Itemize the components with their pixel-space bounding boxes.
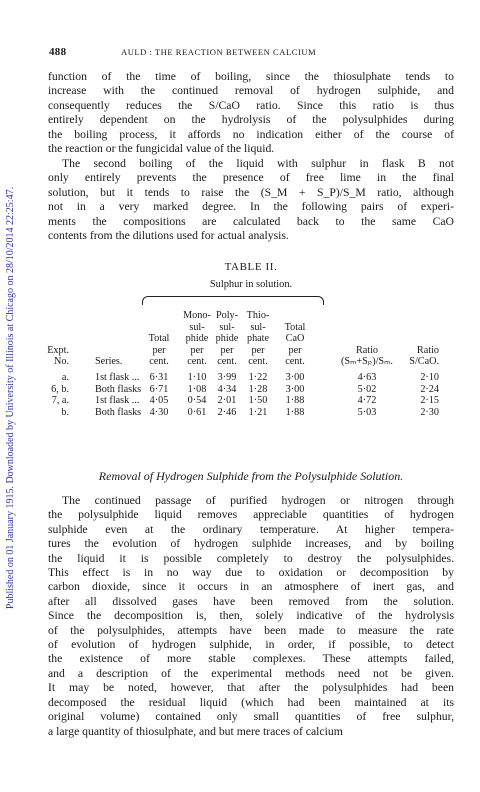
table-header-row bbox=[47, 310, 459, 322]
table-cell: 1st flask ... bbox=[95, 395, 140, 407]
text-line: and a description of the experimental methods need not be given. bbox=[48, 666, 454, 680]
table-cell: sul- bbox=[250, 321, 266, 333]
text-line: the reaction or the fungicidal value of the liquid. bbox=[48, 142, 275, 156]
table-cell: 1st flask ... bbox=[95, 372, 140, 383]
table-cell: 6·31 bbox=[149, 372, 169, 383]
table-cell: per bbox=[251, 344, 265, 356]
table-cell: Ratio bbox=[355, 344, 379, 356]
table-cell: 4·30 bbox=[149, 406, 169, 418]
table-title: TABLE II. bbox=[224, 261, 278, 273]
table-cell: 2·01 bbox=[217, 395, 237, 407]
table-cell: Total bbox=[148, 333, 170, 345]
table-cell: Series. bbox=[95, 356, 123, 368]
table-cell: 0·54 bbox=[187, 395, 207, 407]
section-title: Removal of Hydrogen Sulphide from the Polysulphide Solution. bbox=[98, 469, 404, 483]
paragraph-2 bbox=[48, 157, 454, 243]
table-cell: 3·00 bbox=[285, 372, 305, 383]
table-cell: 4·72 bbox=[357, 395, 377, 407]
table-cell: per bbox=[220, 344, 234, 356]
table-header-row bbox=[47, 322, 459, 334]
table-cell: 3·99 bbox=[217, 372, 237, 383]
table-cell: Total bbox=[284, 321, 306, 333]
table-cell: 1·88 bbox=[285, 406, 305, 418]
text-line: decomposed the residual liquid (which had been maintained at its bbox=[48, 695, 454, 709]
table-cell: 4·34 bbox=[217, 383, 237, 395]
text-line: carbon dioxide, since it occurs in an atmosphere of inert gas, and bbox=[48, 580, 454, 594]
page-number: 488 bbox=[49, 46, 67, 58]
table-cell: 1·21 bbox=[248, 406, 268, 418]
table-cell: (Sₘ+Sₚ)/Sₘ. bbox=[341, 356, 393, 368]
text-line: This effect is in no way due to oxidation or decomposition by bbox=[48, 566, 454, 580]
text-line: contents from the dilutions used for actual analysis. bbox=[48, 229, 289, 243]
table-cell: 2·30 bbox=[420, 406, 439, 418]
running-title: AULD : THE REACTION BETWEEN CALCIUM bbox=[121, 47, 317, 57]
text-line: original volume) contained only small quantities of free sulphur, bbox=[48, 710, 454, 724]
text-line: not in a very marked degree. In the following pairs of experi- bbox=[48, 200, 454, 214]
text-line: The second boiling of the liquid with sulphur in flask B not bbox=[62, 157, 454, 170]
text-line: Since the decomposition is, then, solely indicative of the hydrolysis bbox=[48, 609, 454, 623]
text-line: the liquid it is possible completely to destroy the polysulphides. bbox=[48, 551, 454, 565]
text-line: the existence of more stable complexes. These attempts failed, bbox=[48, 652, 454, 666]
table-cell: a. bbox=[61, 372, 69, 383]
table-row bbox=[47, 395, 459, 407]
table-cell: 1·22 bbox=[248, 372, 268, 383]
table-cell: sul- bbox=[219, 321, 235, 333]
text-line: consequently reduces the S/CaO ratio. Since this ratio is thus bbox=[48, 98, 454, 112]
paragraph-1 bbox=[48, 70, 454, 156]
table-cell: 2·46 bbox=[217, 406, 237, 418]
table-cell: phide bbox=[185, 333, 209, 345]
table-cell: 1·08 bbox=[187, 383, 207, 395]
text-line: of the polysulphides, attempts have been made to measure the rate bbox=[48, 623, 454, 637]
table-cell: Thio- bbox=[246, 310, 270, 321]
table-cell: Expt. bbox=[47, 344, 69, 356]
table-cell: sul- bbox=[189, 321, 205, 333]
table-cell: 2·24 bbox=[420, 383, 439, 395]
table-cell: 5·02 bbox=[357, 383, 377, 395]
text-line: solution, but it tends to raise the (S_M + S_P)/S_M ratio, although bbox=[48, 185, 454, 199]
text-line: only entirely prevents the presence of free lime in the final bbox=[48, 171, 454, 185]
table-cell: cent. bbox=[149, 356, 169, 368]
page-header bbox=[49, 46, 449, 60]
table-cell: per bbox=[152, 344, 166, 356]
table-cell: Ratio bbox=[416, 344, 439, 356]
table-group-header: Sulphur in solution. bbox=[209, 279, 293, 290]
text-line: a large quantity of thiosulphate, and but mere traces of calcium bbox=[48, 724, 343, 738]
text-line: ments the compositions are calculated back to the same CaO bbox=[48, 214, 454, 228]
text-line: entirely dependent on the hydrolysis of the polysulphides during bbox=[48, 113, 454, 127]
text-line: tures the evolution of hydrogen sulphide increases, and by boiling bbox=[48, 537, 454, 551]
table-header-row bbox=[47, 356, 459, 368]
table-cell: per bbox=[190, 344, 204, 356]
table-cell: 1·88 bbox=[285, 395, 305, 407]
table-row bbox=[47, 372, 459, 384]
download-notice: Published on 01 January 1915. Downloaded by University of Illinois at Chicago on 28/10/2014 22:25:47. bbox=[5, 186, 16, 610]
table-cell: 0·61 bbox=[187, 406, 207, 418]
text-line: sulphide even at the ordinary temperature. At higher tempera- bbox=[48, 522, 454, 536]
paragraph-3 bbox=[48, 494, 454, 739]
table-cell: per bbox=[288, 344, 302, 356]
table-cell: S/CaO. bbox=[409, 356, 439, 368]
text-line: the boiling process, it affords no indication either of the course of bbox=[48, 127, 454, 141]
table-cell: cent. bbox=[217, 356, 237, 368]
table-cell: phide bbox=[215, 333, 239, 345]
table-row bbox=[47, 407, 459, 419]
table-cell: 1·10 bbox=[187, 372, 207, 383]
table-cell: cent. bbox=[187, 356, 207, 368]
table-cell: 3·00 bbox=[285, 383, 305, 395]
table-cell: Both flasks bbox=[95, 383, 142, 395]
table-cell: 1·28 bbox=[248, 383, 268, 395]
text-line: The continued passage of purified hydrogen or nitrogen through bbox=[62, 494, 454, 507]
table-cell: Mono- bbox=[183, 310, 211, 321]
group-brace bbox=[142, 296, 324, 305]
table-cell: cent. bbox=[285, 356, 305, 368]
table-cell: 4·05 bbox=[149, 395, 169, 407]
table-cell: 6·71 bbox=[149, 383, 169, 395]
table-row bbox=[47, 384, 459, 396]
table-cell: 4·63 bbox=[357, 372, 377, 383]
table-cell: 7, a. bbox=[51, 395, 69, 407]
table-cell: phate bbox=[246, 333, 270, 345]
table-cell: Both flasks bbox=[95, 406, 142, 418]
table-cell: No. bbox=[54, 356, 69, 368]
table-cell: 2·15 bbox=[420, 395, 439, 407]
text-line: the polysulphide liquid removes appreciable quantities of hydrogen bbox=[48, 508, 454, 522]
text-line: It may be noted, however, that after the polysulphides had been bbox=[48, 681, 454, 695]
table-cell: 5·03 bbox=[357, 406, 377, 418]
text-line: of evolution of hydrogen sulphide, in order, if possible, to detect bbox=[48, 638, 454, 652]
text-line: function of the time of boiling, since the thiosulphate tends to bbox=[48, 70, 454, 83]
table-cell: Poly- bbox=[215, 310, 239, 321]
text-line: increase with the continued removal of hydrogen sulphide, and bbox=[48, 84, 454, 98]
table-cell: 1·50 bbox=[248, 395, 268, 407]
table-header-row bbox=[47, 333, 459, 345]
table-cell: 2·10 bbox=[420, 372, 439, 383]
table-header-row bbox=[47, 345, 459, 357]
table-cell: 6, b. bbox=[51, 383, 69, 395]
table-cell: cent. bbox=[248, 356, 268, 368]
table-cell: CaO bbox=[285, 333, 305, 345]
text-line: after all dissolved gases have been removed from the solution. bbox=[48, 594, 454, 608]
table-cell: b. bbox=[61, 406, 69, 418]
